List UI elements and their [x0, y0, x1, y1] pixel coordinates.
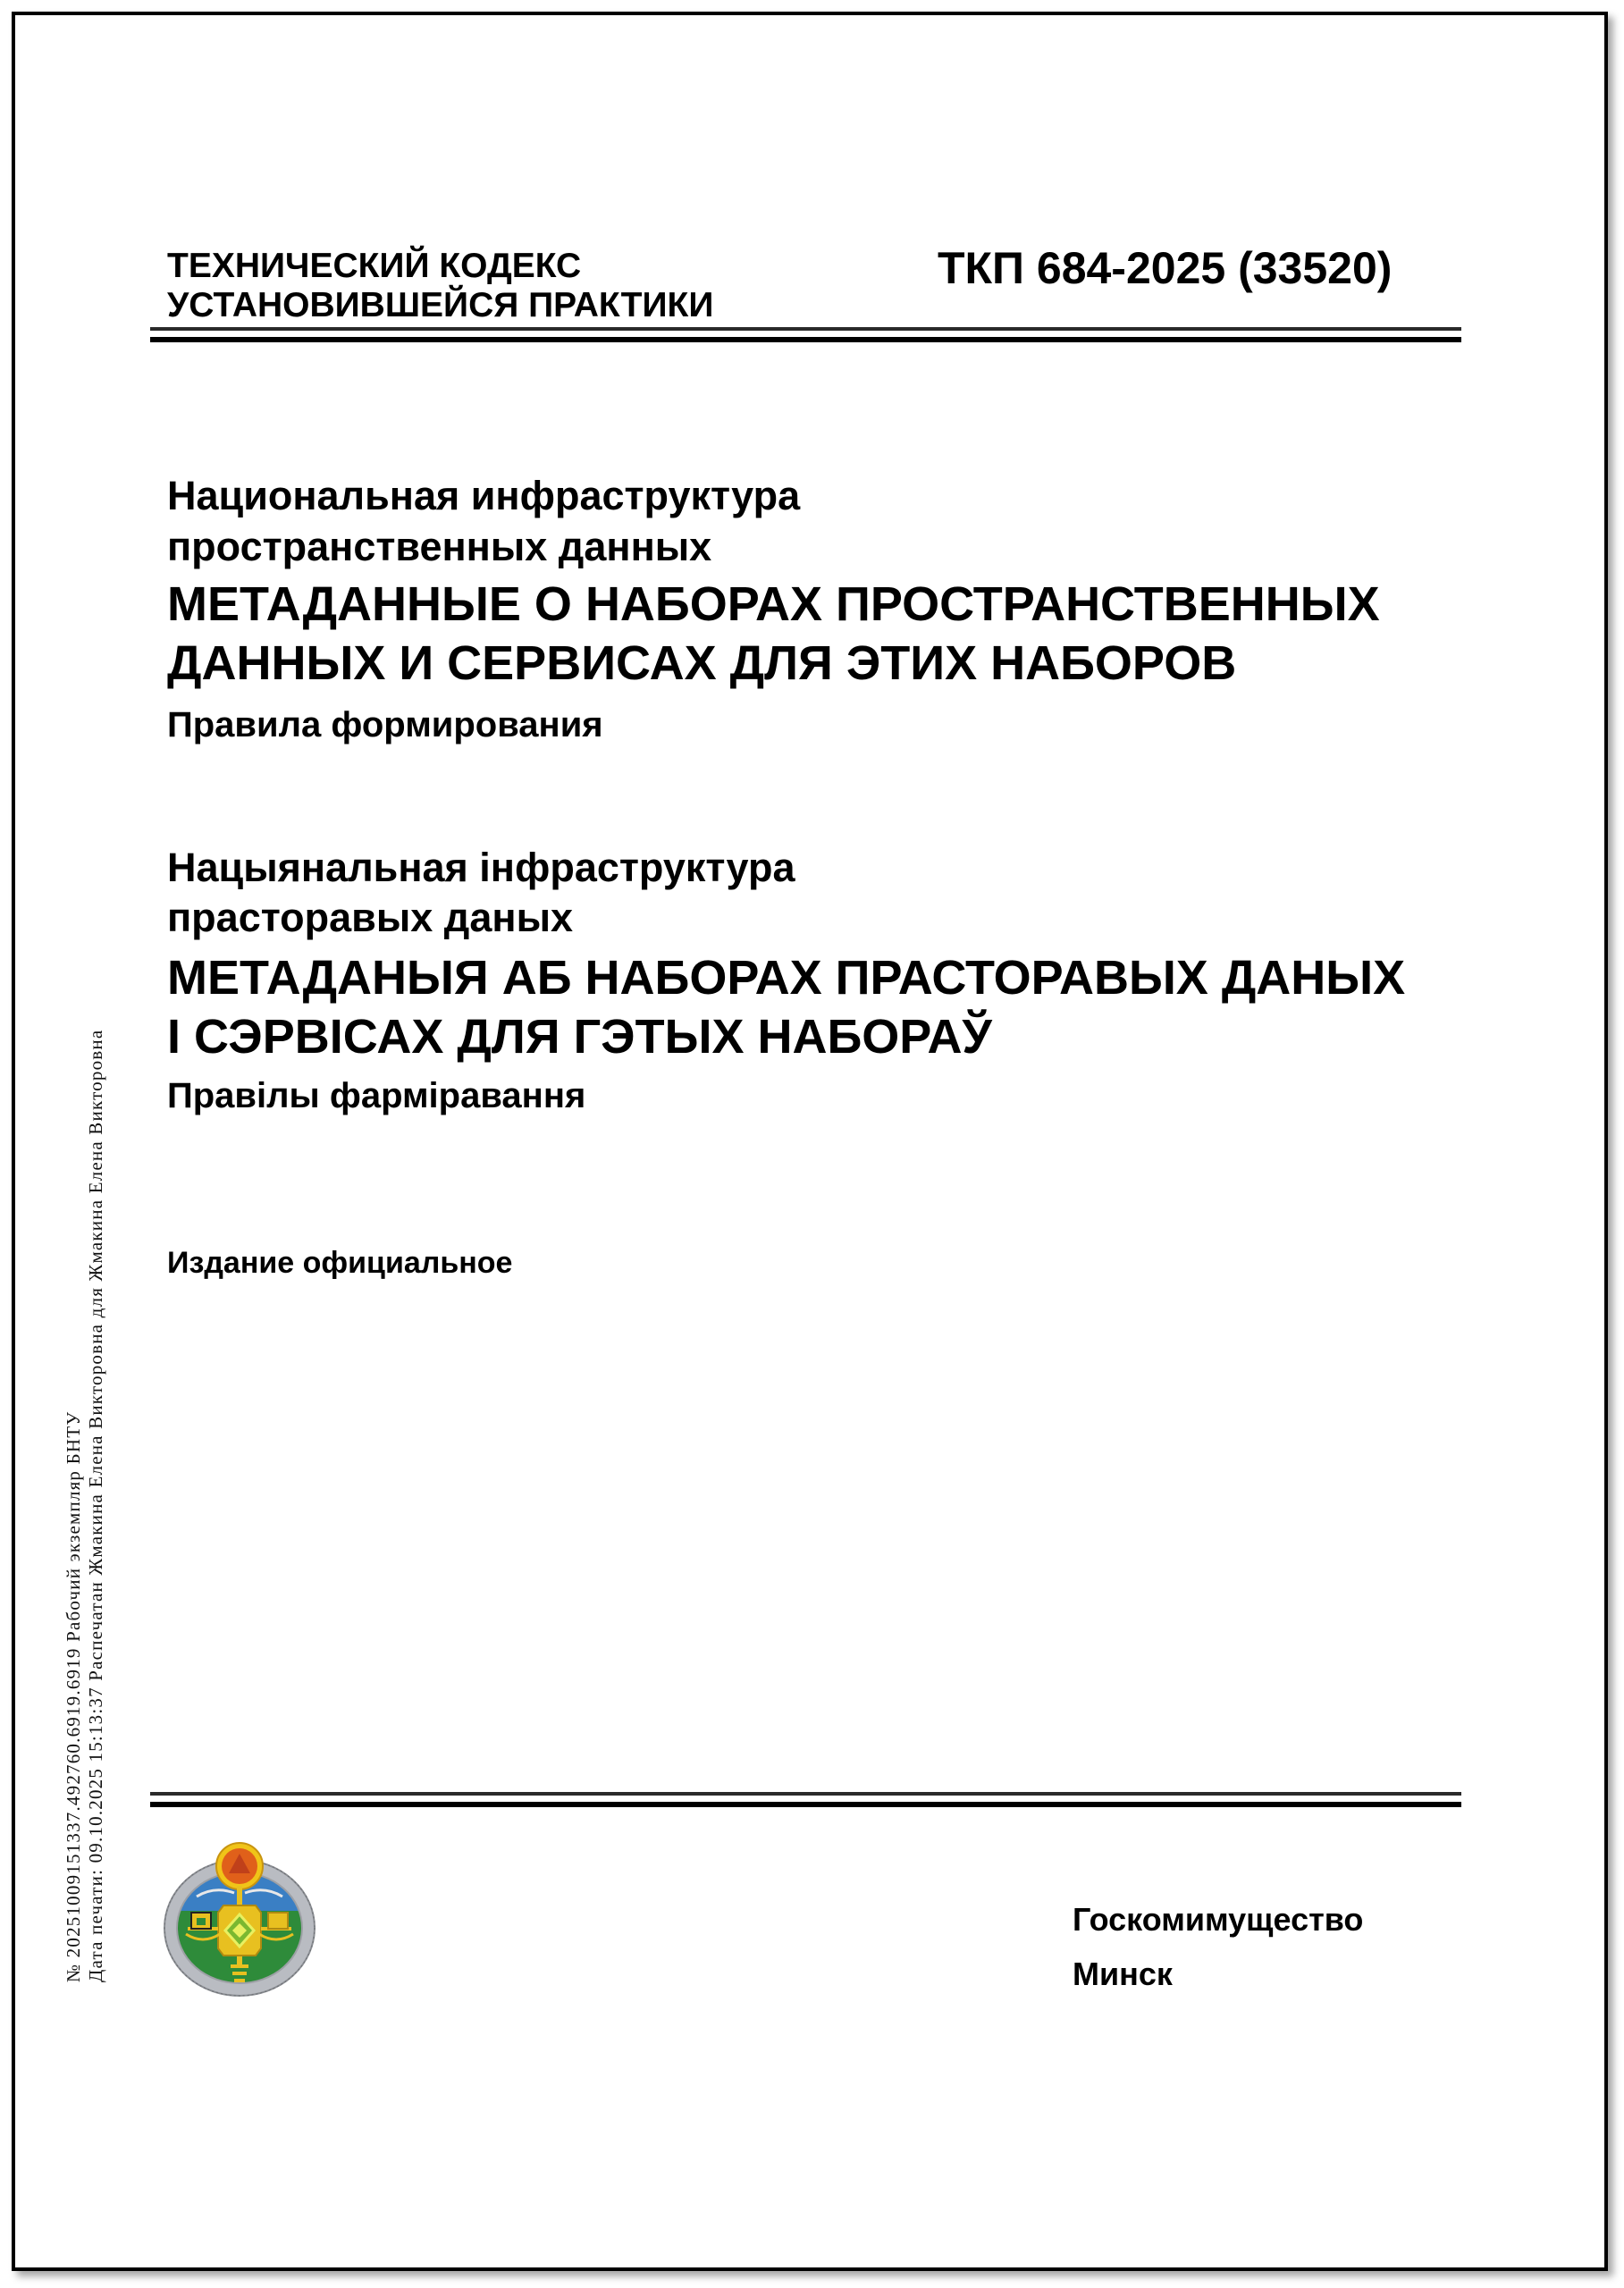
by-main-title-line1: МЕТАДАНЫЯ АБ НАБОРАХ ПРАСТОРАВЫХ ДАНЫХ — [167, 951, 1406, 1005]
ru-main-title-line2: ДАННЫХ И СЕРВИСАХ ДЛЯ ЭТИХ НАБОРОВ — [167, 636, 1237, 690]
ru-part-title: Правила формирования — [167, 705, 603, 744]
print-stamp-line1: № 20251009151337.492760.6919.6919 Рабочий экземпляр БНТУ — [63, 1410, 84, 1982]
by-subtitle-line2: прасторавых даных — [167, 895, 574, 940]
header-rule-thin — [150, 327, 1461, 331]
by-subtitle-line1: Нацыянальная інфраструктура — [167, 845, 795, 890]
publisher-name: Госкомимущество — [1073, 1901, 1364, 1938]
footer-rule-thick — [150, 1802, 1461, 1807]
document-type-line2: УСТАНОВИВШЕЙСЯ ПРАКТИКИ — [167, 286, 714, 324]
by-main-title-line2: І СЭРВІСАХ ДЛЯ ГЭТЫХ НАБОРАЎ — [167, 1010, 993, 1064]
document-designation: ТКП 684-2025 (33520) — [938, 243, 1393, 293]
emblem-icon — [161, 1841, 322, 1998]
publisher-city: Минск — [1073, 1956, 1173, 1992]
ru-main-title-line1: МЕТАДАННЫЕ О НАБОРАХ ПРОСТРАНСТВЕННЫХ — [167, 577, 1380, 631]
footer-rule-thin — [150, 1792, 1461, 1796]
by-part-title: Правілы фарміравання — [167, 1076, 586, 1115]
print-stamp-line2: Дата печати: 09.10.2025 15:13:37 Распечатан Жмакина Елена Викторовна для Жмакина Елена Викторовна — [85, 1029, 106, 1982]
edition-label: Издание официальное — [167, 1246, 513, 1280]
document-type-line1: ТЕХНИЧЕСКИЙ КОДЕКС — [167, 247, 582, 285]
ru-subtitle-line2: пространственных данных — [167, 524, 712, 569]
print-stamp — [63, 1030, 107, 1982]
header-rule-thick — [150, 337, 1461, 342]
ru-subtitle-line1: Национальная инфраструктура — [167, 473, 801, 518]
